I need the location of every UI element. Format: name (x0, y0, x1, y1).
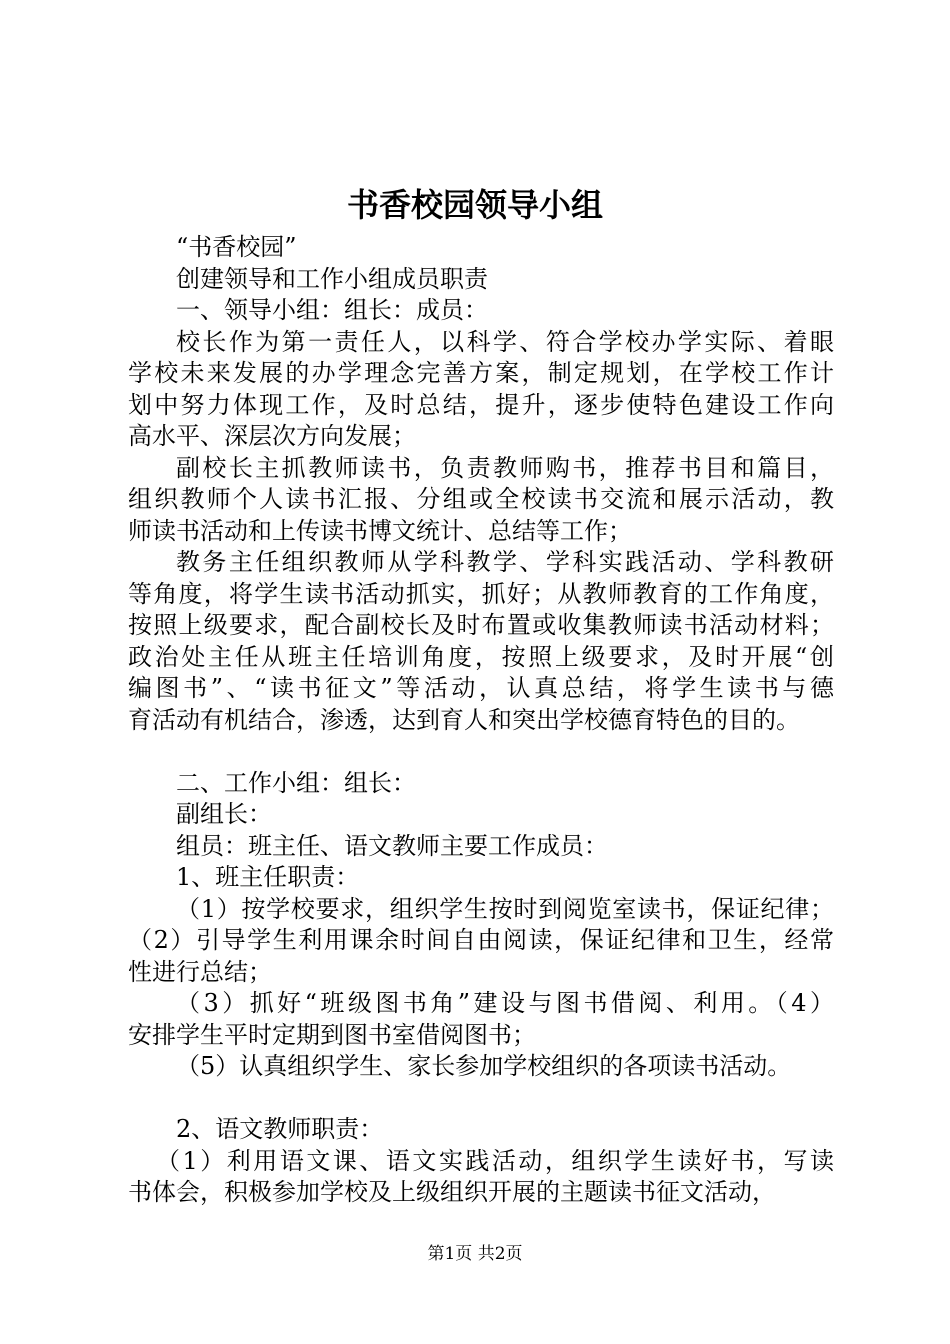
doc-line: （5）认真组织学生、家长参加学校组织的各项读书活动。 (176, 1052, 792, 1080)
doc-line: 高水平、深层次方向发展； (128, 422, 416, 450)
doc-line: 学校未来发展的办学理念完善方案，制定规划，在学校工作计 (128, 359, 834, 387)
doc-line: 按照上级要求，配合副校长及时布置或收集教师读书活动材料； (128, 611, 834, 639)
doc-line: “书香校园” (176, 233, 297, 261)
doc-line: 书体会，积极参加学校及上级组织开展的主题读书征文活动， (128, 1178, 776, 1206)
doc-line: 创建领导和工作小组成员职责 (176, 264, 488, 293)
page-title: 书香校园领导小组 (346, 186, 603, 224)
doc-line: 等角度，将学生读书活动抓实，抓好；从教师教育的工作角度， (128, 579, 834, 608)
document-body (128, 232, 834, 1209)
doc-line: 一、领导小组：组长：成员： (176, 296, 488, 324)
doc-line: 育活动有机结合，渗透，达到育人和突出学校德育特色的目的。 (128, 705, 800, 734)
doc-line: 划中努力体现工作，及时总结，提升，逐步使特色建设工作向 (128, 390, 834, 419)
doc-line: （1）利用语文课、语文实践活动，组织学生读好书，写读 (156, 1146, 834, 1175)
doc-line: 教务主任组织教师从学科教学、学科实践活动、学科教研 (176, 548, 834, 576)
page-footer: 第1页 共2页 (427, 1244, 523, 1264)
doc-line: 组织教师个人读书汇报、分组或全校读书交流和展示活动，教 (128, 485, 834, 513)
doc-line: 副校长主抓教师读书，负责教师购书，推荐书目和篇目， (176, 453, 834, 482)
doc-line: 二、工作小组：组长： (176, 768, 416, 797)
doc-line: 性进行总结； (128, 957, 272, 986)
doc-line: （3）抓好“班级图书角”建设与图书借阅、利用。（4） (176, 989, 834, 1017)
doc-line: 编图书”、“读书征文”等活动，认真总结，将学生读书与德 (128, 674, 834, 702)
blank-line (128, 736, 834, 768)
doc-line: 1、班主任职责： (176, 863, 360, 891)
doc-line: 校长作为第一责任人，以科学、符合学校办学实际、着眼 (176, 327, 834, 356)
doc-line: （1）按学校要求，组织学生按时到阅览室读书，保证纪律； (176, 894, 834, 923)
doc-line: 组员：班主任、语文教师主要工作成员： (176, 831, 608, 860)
doc-line: 副组长： (176, 800, 272, 828)
doc-line: 师读书活动和上传读书博文统计、总结等工作； (128, 516, 632, 545)
doc-line: 2、语文教师职责： (176, 1115, 384, 1143)
doc-line: （2）引导学生利用课余时间自由阅读，保证纪律和卫生，经常 (128, 926, 834, 954)
doc-line: 安排学生平时定期到图书室借阅图书； (128, 1020, 536, 1049)
blank-line (128, 1083, 834, 1115)
doc-line: 政治处主任从班主任培训角度，按照上级要求，及时开展“创 (128, 642, 834, 671)
